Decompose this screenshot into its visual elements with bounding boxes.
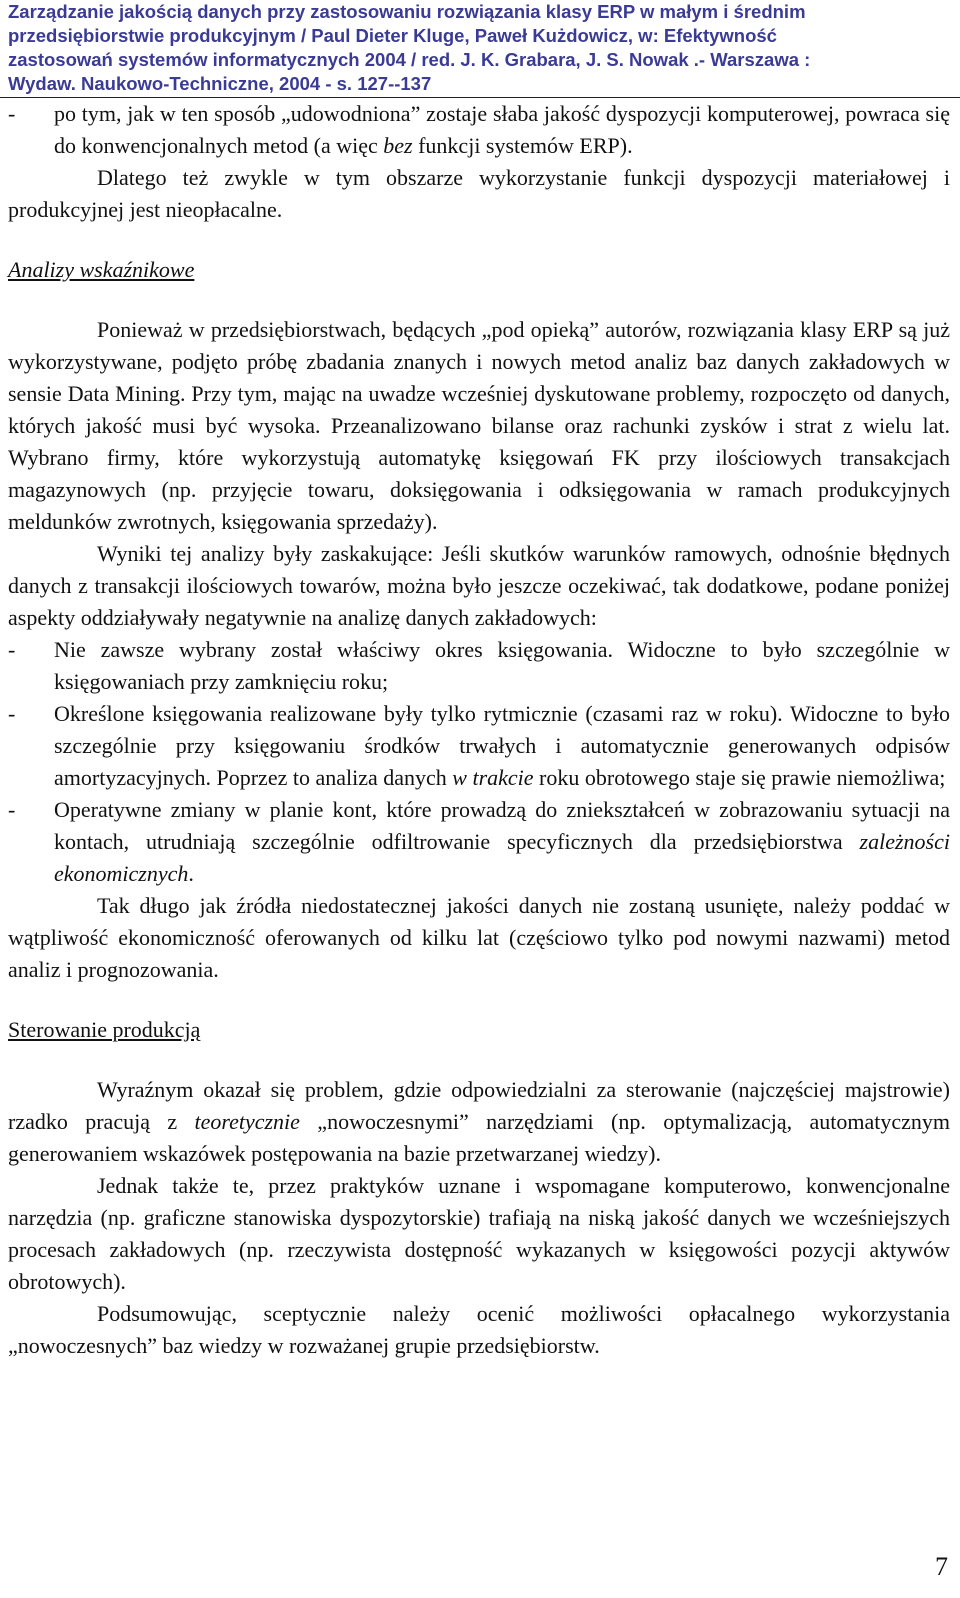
page-number: 7	[935, 1552, 948, 1581]
list-item-text: Określone księgowania realizowane były tylko rytmicznie (czasami raz w roku). Widoczne to było szczególnie przy księgowaniu środków trwałych i automatycznie generowanych odpisów amortyzacyjnych. Poprzez to analiza danych	[54, 701, 950, 790]
list-item	[8, 794, 950, 890]
emphasis-text: zależności ekonomicznych	[54, 829, 950, 886]
citation-line-4: Wydaw. Naukowo-Techniczne, 2004 - s. 127--137	[8, 73, 432, 94]
citation-line-2-authors: / Paul Dieter Kluge, Paweł Kużdowicz, w: Efektywność	[295, 25, 777, 46]
emphasis-text: w trakcie	[452, 765, 534, 790]
spacer	[8, 1046, 950, 1074]
paragraph-production-intro	[8, 1074, 950, 1170]
list-item-text-end: .	[188, 861, 194, 886]
list-item	[8, 634, 950, 698]
list-item-text: Operatywne zmiany w planie kont, które prowadzą do zniekształceń w zobrazowaniu sytuacji na kontach, utrudniają szczególnie odfiltrowanie specyficznych dla przedsiębiorstwa	[54, 797, 950, 854]
section-heading-sterowanie: Sterowanie produkcją	[8, 1017, 201, 1042]
citation-line-2	[8, 24, 952, 48]
paragraph-production-summary: Podsumowując, sceptycznie należy ocenić możliwości opłacalnego wykorzystania „nowoczesnych” baz wiedzy w rozważanej grupie przedsiębiorstw.	[8, 1301, 950, 1358]
emphasis-text: teoretycznie	[194, 1109, 300, 1134]
paragraph-production-tools: Jednak także te, przez praktyków uznane i wspomagane komputerowo, konwencjonalne narzędzia (np. graficzne stanowiska dyspozytorskie) trafiają na niską jakość danych we wcześniejszych procesach zakładowych (np. rzeczywista dostępność wykazanych w księgowości pozycji aktywów obrotowych).	[8, 1173, 950, 1294]
paragraph-analysis-summary: Tak długo jak źródła niedostatecznej jakości danych nie zostaną usunięte, należy poddać w wątpliwość ekonomiczność oferowanych od kilku lat (częściowo tylko pod nowymi nazwami) metod analiz i prognozowania.	[8, 893, 950, 982]
citation-line-3	[8, 48, 952, 72]
dash-marker: -	[8, 637, 16, 662]
paragraph-analysis-results: Wyniki tej analizy były zaskakujące: Jeśli skutków warunków ramowych, odnośnie błędnych danych z transakcji ilościowych towarów, można było jeszcze oczekiwać, tak dodatkowe, podane poniżej aspekty oddziaływały negatywnie na analizę danych zakładowych:	[8, 541, 950, 630]
document-body	[8, 98, 950, 1362]
dash-marker: -	[8, 701, 16, 726]
section-heading-analizy: Analizy wskaźnikowe	[8, 257, 195, 282]
spacer	[8, 226, 950, 254]
list-item-text-end: roku obrotowego staje się prawie niemożliwa;	[533, 765, 946, 790]
list-item-text: Nie zawsze wybrany został właściwy okres księgowania. Widoczne to było szczególnie w księgowaniach przy zamknięciu roku;	[54, 637, 950, 694]
spacer	[8, 986, 950, 1014]
dash-paragraph	[8, 98, 950, 162]
paragraph-text-end: funkcji systemów ERP).	[412, 133, 633, 158]
list-item	[8, 698, 950, 794]
paragraph-text-end: „nowoczesnymi” narzędziami (np. optymalizacją, automatycznym generowaniem wskazówek postępowania na bazie przetwarzanej wiedzy).	[8, 1109, 950, 1166]
dash-marker: -	[8, 101, 16, 126]
spacer	[8, 286, 950, 314]
paragraph-analysis-intro: Ponieważ w przedsiębiorstwach, będących „pod opieką” autorów, rozwiązania klasy ERP są już wykorzystywane, podjęto próbę zbadania znanych i nowych metod analiz baz danych zakładowych w sensie Data Mining. Przy tym, mając na uwadze wcześniej dyskutowane problemy, rozpoczęto od danych, których jakość musi być wysoka. Przeanalizowano bilanse oraz rachunki zysków i strat z wielu lat. Wybrano firmy, które wykorzystują automatykę księgowań FK przy ilościowych transakcjach magazynowych (np. przyjęcie towaru, doksięgowania i odksięgowania w ramach produkcyjnych meldunków zwrotnych, księgowania sprzedaży).	[8, 317, 950, 534]
paragraph-conclusion: Dlatego też zwykle w tym obszarze wykorzystanie funkcji dyspozycji materiałowej i produkcyjnej jest nieopłacalne.	[8, 165, 950, 222]
paragraph-text: Wyraźnym okazał się problem, gdzie odpowiedzialni za sterowanie (najczęściej majstrowie) rzadko pracują z	[8, 1077, 950, 1134]
emphasis-text: bez	[383, 133, 413, 158]
citation-header	[0, 0, 960, 98]
citation-line-3-editors: / red. J. K. Grabara, J. S. Nowak .- Warszawa :	[405, 49, 811, 70]
dash-marker: -	[8, 797, 16, 822]
citation-line-3-source: zastosowań systemów informatycznych 2004	[8, 49, 406, 70]
citation-line-1: Zarządzanie jakością danych przy zastosowaniu rozwiązania klasy ERP w małym i średnim	[8, 1, 806, 22]
paragraph-text: po tym, jak w ten sposób „udowodniona” zostaje słaba jakość dyspozycji komputerowej, powraca się do konwencjonalnych metod (a więc	[54, 101, 950, 158]
citation-line-2-title: przedsiębiorstwie produkcyjnym	[8, 25, 296, 46]
